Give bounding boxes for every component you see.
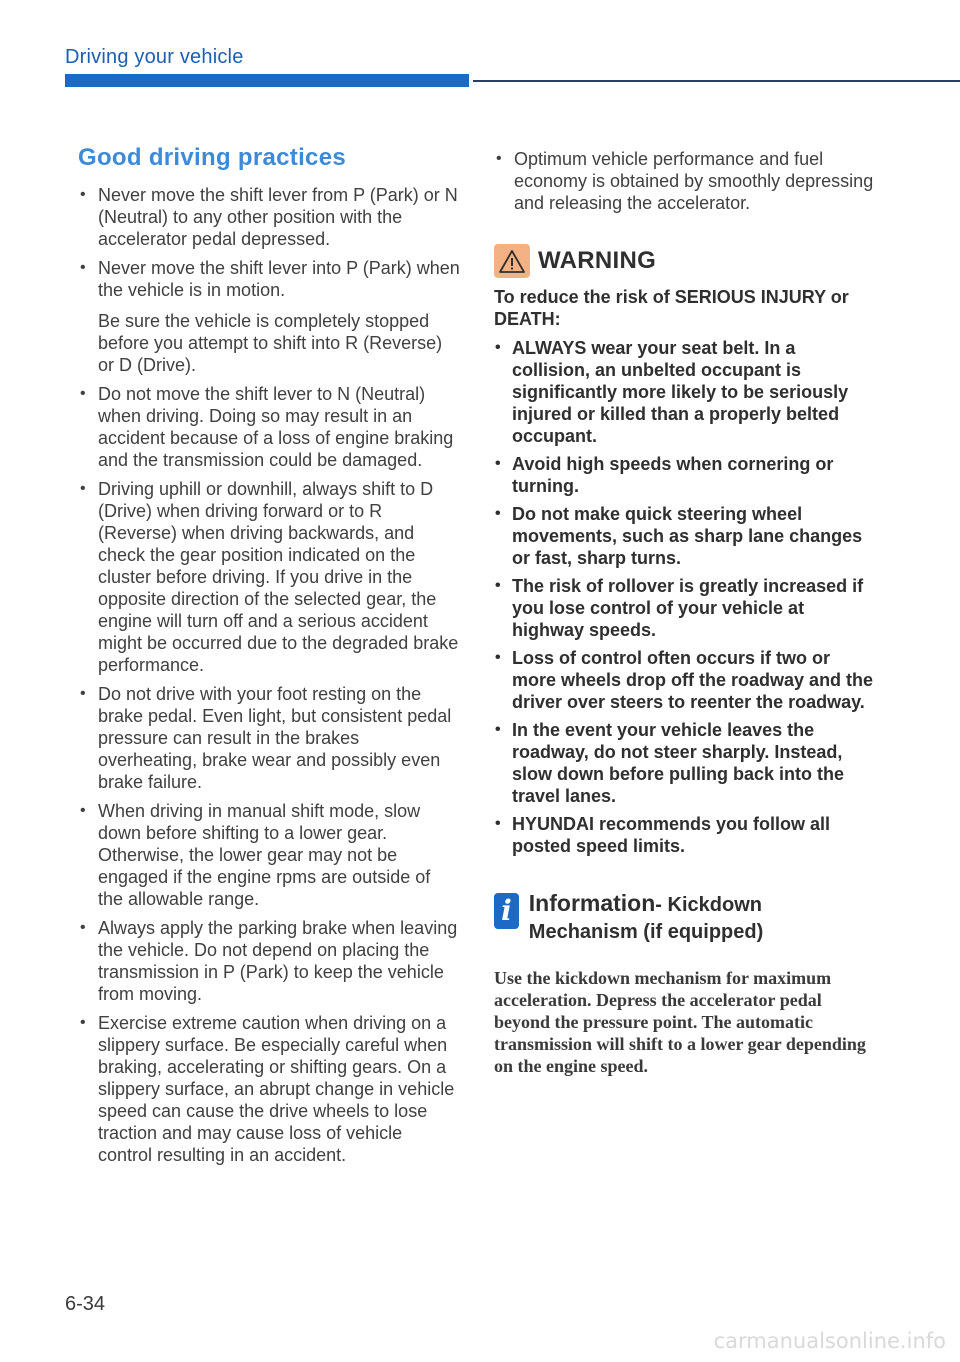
- list-item: • Never move the shift lever into P (Park) when the vehicle is in motion. Be sure the vehicle is completely stopped before you attempt to shift into R (Reverse) or D (Drive).: [78, 257, 460, 376]
- list-item: • Always apply the parking brake when leaving the vehicle. Do not depend on placing the transmission in P (Park) to keep the vehicle from moving.: [78, 917, 460, 1005]
- section-header: Driving your vehicle: [65, 46, 244, 68]
- list-item: • When driving in manual shift mode, slow down before shifting to a lower gear. Otherwise, the lower gear may not be engaged if the engine rpms are outside of the allowable range.: [78, 800, 460, 910]
- list-item: • Do not drive with your foot resting on the brake pedal. Even light, but consistent pedal pressure can result in the brakes overheating, brake wear and possibly even brake failure.: [78, 683, 460, 793]
- information-header: [494, 891, 874, 945]
- page-number: 6-34: [65, 1293, 106, 1315]
- list-item: • Exercise extreme caution when driving on a slippery surface. Be especially careful when braking, accelerating or shifting gears. On a slippery surface, an abrupt change in vehicle speed can cause the drive wheels to lose traction and may cause loss of vehicle control resulting in an accident.: [78, 1012, 460, 1166]
- list-item: • Never move the shift lever from P (Park) or N (Neutral) to any other position with the accelerator pedal depressed.: [78, 184, 460, 250]
- left-column: [78, 144, 460, 1173]
- warning-item: • The risk of rollover is greatly increased if you lose control of your vehicle at highway speeds.: [494, 575, 874, 641]
- header-rule-thick: [65, 74, 469, 87]
- list-item-note: Be sure the vehicle is completely stopped before you attempt to shift into R (Reverse) or D (Drive).: [98, 311, 443, 375]
- information-body: Use the kickdown mechanism for maximum acceleration. Depress the accelerator pedal beyond the pressure point. The automatic transmission will shift to a lower gear depending on the engine speed.: [494, 968, 866, 1076]
- warning-triangle-icon: [494, 244, 530, 278]
- list-item: • Optimum vehicle performance and fuel economy is obtained by smoothly depressing and releasing the accelerator.: [494, 148, 874, 214]
- driving-practices-list-continued: [494, 148, 874, 214]
- watermark: carmanualsonline.info: [713, 1329, 946, 1353]
- warning-item: • Avoid high speeds when cornering or turning.: [494, 453, 874, 497]
- warning-item: • In the event your vehicle leaves the roadway, do not steer sharply. Instead, slow down before pulling back into the travel lanes.: [494, 719, 874, 807]
- right-column: [494, 148, 874, 1077]
- warning-item: • HYUNDAI recommends you follow all posted speed limits.: [494, 813, 874, 857]
- information-subtitle: - Kickdown Mechanism (if equipped): [528, 894, 764, 943]
- list-item: • Driving uphill or downhill, always shift to D (Drive) when driving forward or to R (Reverse) when driving backwards, and check the gear position indicated on the cluster before driving. If you drive in the opposite direction of the selected gear, the engine will turn off and a serious accident might be occurred due to the degraded brake performance.: [78, 478, 460, 676]
- warning-lead: To reduce the risk of SERIOUS INJURY or DEATH:: [494, 287, 849, 329]
- warning-title: WARNING: [538, 247, 657, 274]
- information-label: Information: [528, 890, 656, 916]
- warning-item: • Do not make quick steering wheel movements, such as sharp lane changes or fast, sharp turns.: [494, 503, 874, 569]
- info-icon: i: [494, 893, 519, 929]
- warning-item: • ALWAYS wear your seat belt. In a collision, an unbelted occupant is significantly more likely to be seriously injured or killed than a properly belted occupant.: [494, 337, 874, 447]
- warning-item: • Loss of control often occurs if two or more wheels drop off the roadway and the driver over steers to reenter the roadway.: [494, 647, 874, 713]
- section-title: Good driving practices: [78, 144, 346, 171]
- header-rule-thin: [473, 80, 960, 82]
- information-title: [529, 891, 874, 945]
- driving-practices-list: [78, 184, 460, 1166]
- warning-list: [494, 337, 874, 857]
- warning-header: [494, 244, 874, 278]
- list-item: • Do not move the shift lever to N (Neutral) when driving. Doing so may result in an accident because of a loss of engine braking and the transmission could be damaged.: [78, 383, 460, 471]
